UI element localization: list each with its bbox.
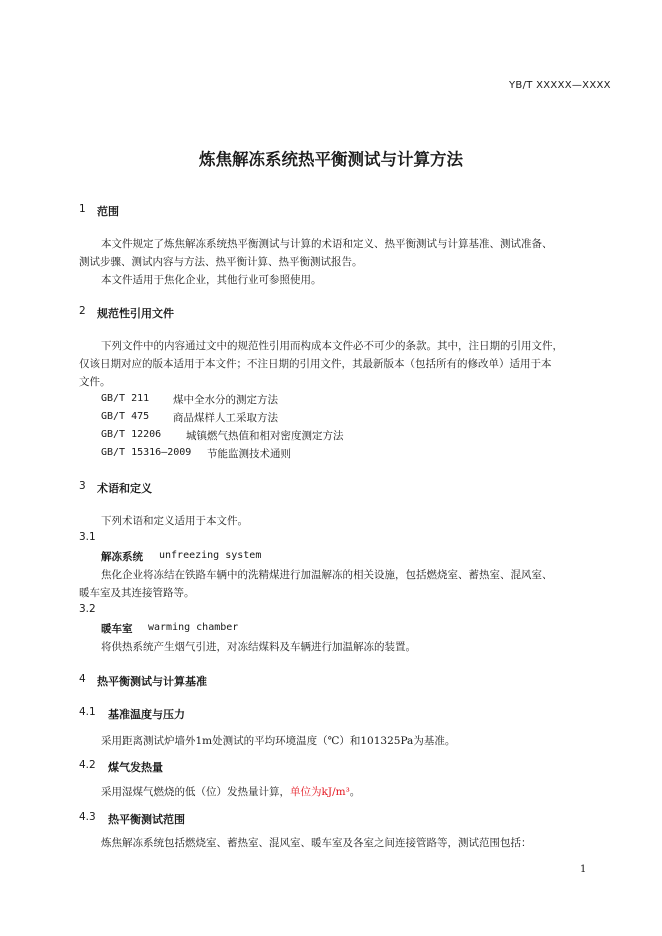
section-1-heading: 范围	[97, 205, 119, 218]
reference-code: GB/T 12206	[101, 429, 162, 440]
term-3-1-definition-line: 暖车室及其连接管路等。	[79, 587, 195, 599]
term-3-1-english: unfreezing system	[159, 550, 262, 561]
section-3-number: 3	[79, 480, 86, 492]
section-1-paragraph-line: 测试步骤、测试内容与方法、热平衡计算、热平衡测试报告。	[79, 256, 363, 268]
document-title: 炼焦解冻系统热平衡测试与计算方法	[199, 150, 463, 169]
section-3-intro: 下列术语和定义适用于本文件。	[101, 515, 248, 527]
section-2-paragraph-line: 仅该日期对应的版本适用于本文件；不注日期的引用文件，其最新版本（包括所有的修改单）适用于本	[79, 358, 552, 370]
section-1-number: 1	[79, 203, 86, 215]
subsection-4-2-text-plain: 采用湿煤气燃烧的低（位）发热量计算，	[101, 786, 290, 798]
section-2-paragraph-line: 文件。	[79, 376, 111, 388]
reference-code: GB/T 15316—2009	[101, 447, 192, 458]
reference-title: 商品煤样人工采取方法	[173, 412, 278, 424]
subsection-4-2-text	[101, 784, 360, 799]
subsection-4-2-number: 4.2	[79, 759, 96, 771]
subsection-4-3-text: 炼焦解冻系统包括燃烧室、蓄热室、混风室、暖车室及各室之间连接管路等，测试范围包括：	[101, 837, 532, 849]
subsection-4-3-number: 4.3	[79, 811, 96, 823]
subsection-4-1-text: 采用距离测试炉墙外1m处测试的平均环境温度（℃）和101325Pa为基准。	[101, 735, 456, 747]
subsection-4-3-heading: 热平衡测试范围	[108, 813, 185, 826]
term-3-2-chinese: 暖车室	[101, 623, 133, 635]
subsection-4-1-number: 4.1	[79, 706, 96, 718]
section-3-heading: 术语和定义	[97, 482, 152, 495]
subsection-4-2-text-end: 。	[349, 786, 361, 798]
section-4-number: 4	[79, 673, 86, 685]
section-4-heading: 热平衡测试与计算基准	[97, 675, 207, 688]
subsection-4-1-heading: 基准温度与压力	[108, 708, 185, 721]
subsection-4-2-unit-highlight: 单位为kJ/m³	[290, 786, 350, 798]
term-3-1-chinese: 解冻系统	[101, 551, 143, 563]
term-3-1-number: 3.1	[79, 531, 96, 543]
reference-title: 节能监测技术通则	[207, 448, 291, 460]
page-number: 1	[580, 864, 587, 875]
reference-title: 城镇燃气热值和相对密度测定方法	[186, 430, 344, 442]
section-2-number: 2	[79, 305, 86, 317]
section-1-paragraph-line: 本文件规定了炼焦解冻系统热平衡测试与计算的术语和定义、热平衡测试与计算基准、测试准备、	[101, 238, 553, 250]
reference-title: 煤中全水分的测定方法	[173, 394, 278, 406]
term-3-2-number: 3.2	[79, 603, 96, 615]
section-2-paragraph-line: 下列文件中的内容通过文中的规范性引用而构成本文件必不可少的条款。其中，注日期的引用文件，	[101, 340, 563, 352]
section-1-paragraph-2: 本文件适用于焦化企业，其他行业可参照使用。	[101, 274, 322, 286]
reference-code: GB/T 211	[101, 393, 150, 404]
subsection-4-2-heading: 煤气发热量	[108, 761, 163, 774]
section-2-heading: 规范性引用文件	[97, 307, 174, 320]
term-3-2-definition: 将供热系统产生烟气引进，对冻结煤料及车辆进行加温解冻的装置。	[101, 641, 416, 653]
term-3-2-english: warming chamber	[148, 622, 239, 633]
reference-code: GB/T 475	[101, 411, 150, 422]
standard-number: YB/T XXXXX—XXXX	[509, 80, 611, 91]
term-3-1-definition-line: 焦化企业将冻结在铁路车辆中的洗精煤进行加温解冻的相关设施，包括燃烧室、蓄热室、混风室、	[101, 569, 553, 581]
